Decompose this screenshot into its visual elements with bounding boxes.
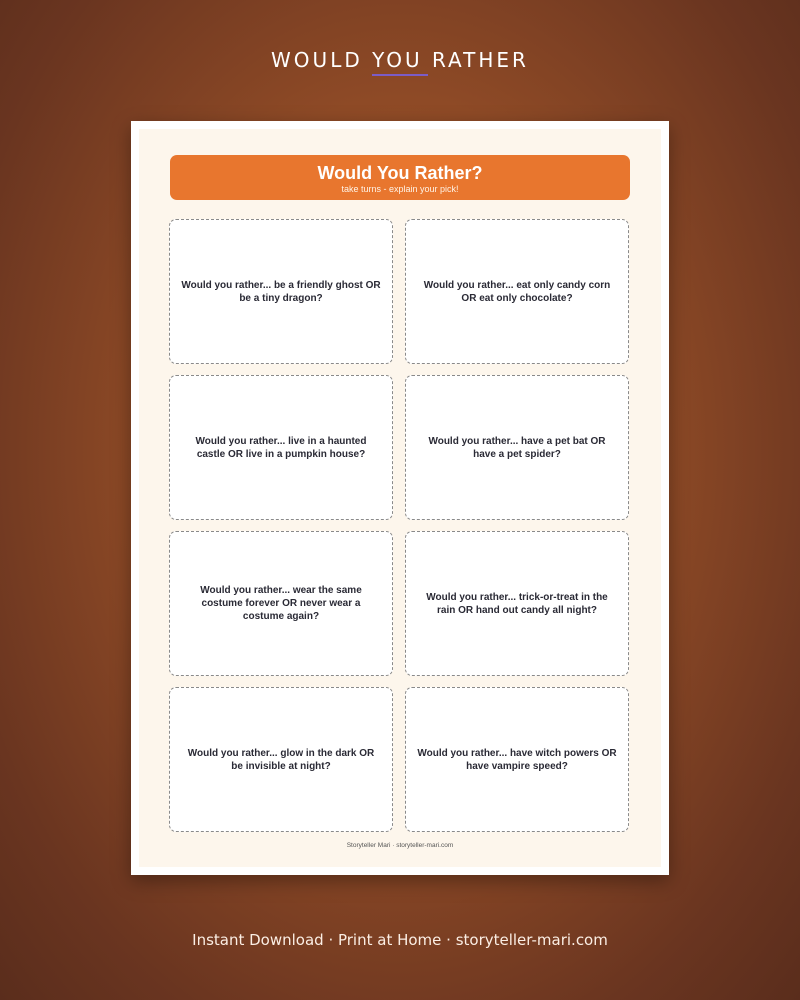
sheet-banner (170, 155, 630, 200)
sheet-inner (139, 129, 661, 867)
card-text: Would you rather... wear the same costume forever OR never wear a costume again? (200, 585, 362, 622)
page-title: WOULD YOU RATHER (271, 48, 529, 72)
card-text: Would you rather... glow in the dark OR be invisible at night? (187, 747, 375, 772)
card-text: Would you rather... live in a haunted castle OR live in a pumpkin house? (195, 435, 367, 460)
title-underline (372, 74, 428, 76)
question-card (405, 375, 629, 520)
question-card (169, 531, 393, 676)
question-card (405, 219, 629, 364)
question-card (169, 375, 393, 520)
bottom-caption: Instant Download · Print at Home · storyteller-mari.com (192, 931, 608, 949)
banner-title: Would You Rather? (317, 163, 483, 183)
card-text: Would you rather... have a pet bat OR have a pet spider? (428, 435, 606, 460)
question-card (169, 219, 393, 364)
sheet-footer-credit: Storyteller Mari · storyteller-mari.com (346, 842, 454, 849)
question-card (405, 687, 629, 832)
card-text: Would you rather... trick-or-treat in the rain OR hand out candy all night? (426, 591, 608, 616)
card-text: Would you rather... eat only candy corn OR eat only chocolate? (423, 279, 611, 304)
card-text: Would you rather... be a friendly ghost OR be a tiny dragon? (181, 279, 381, 304)
question-card (169, 687, 393, 832)
question-card (405, 531, 629, 676)
card-text: Would you rather... have witch powers OR have vampire speed? (417, 747, 617, 772)
printable-sheet (131, 121, 669, 875)
banner-subtitle: take turns - explain your pick! (341, 184, 459, 194)
